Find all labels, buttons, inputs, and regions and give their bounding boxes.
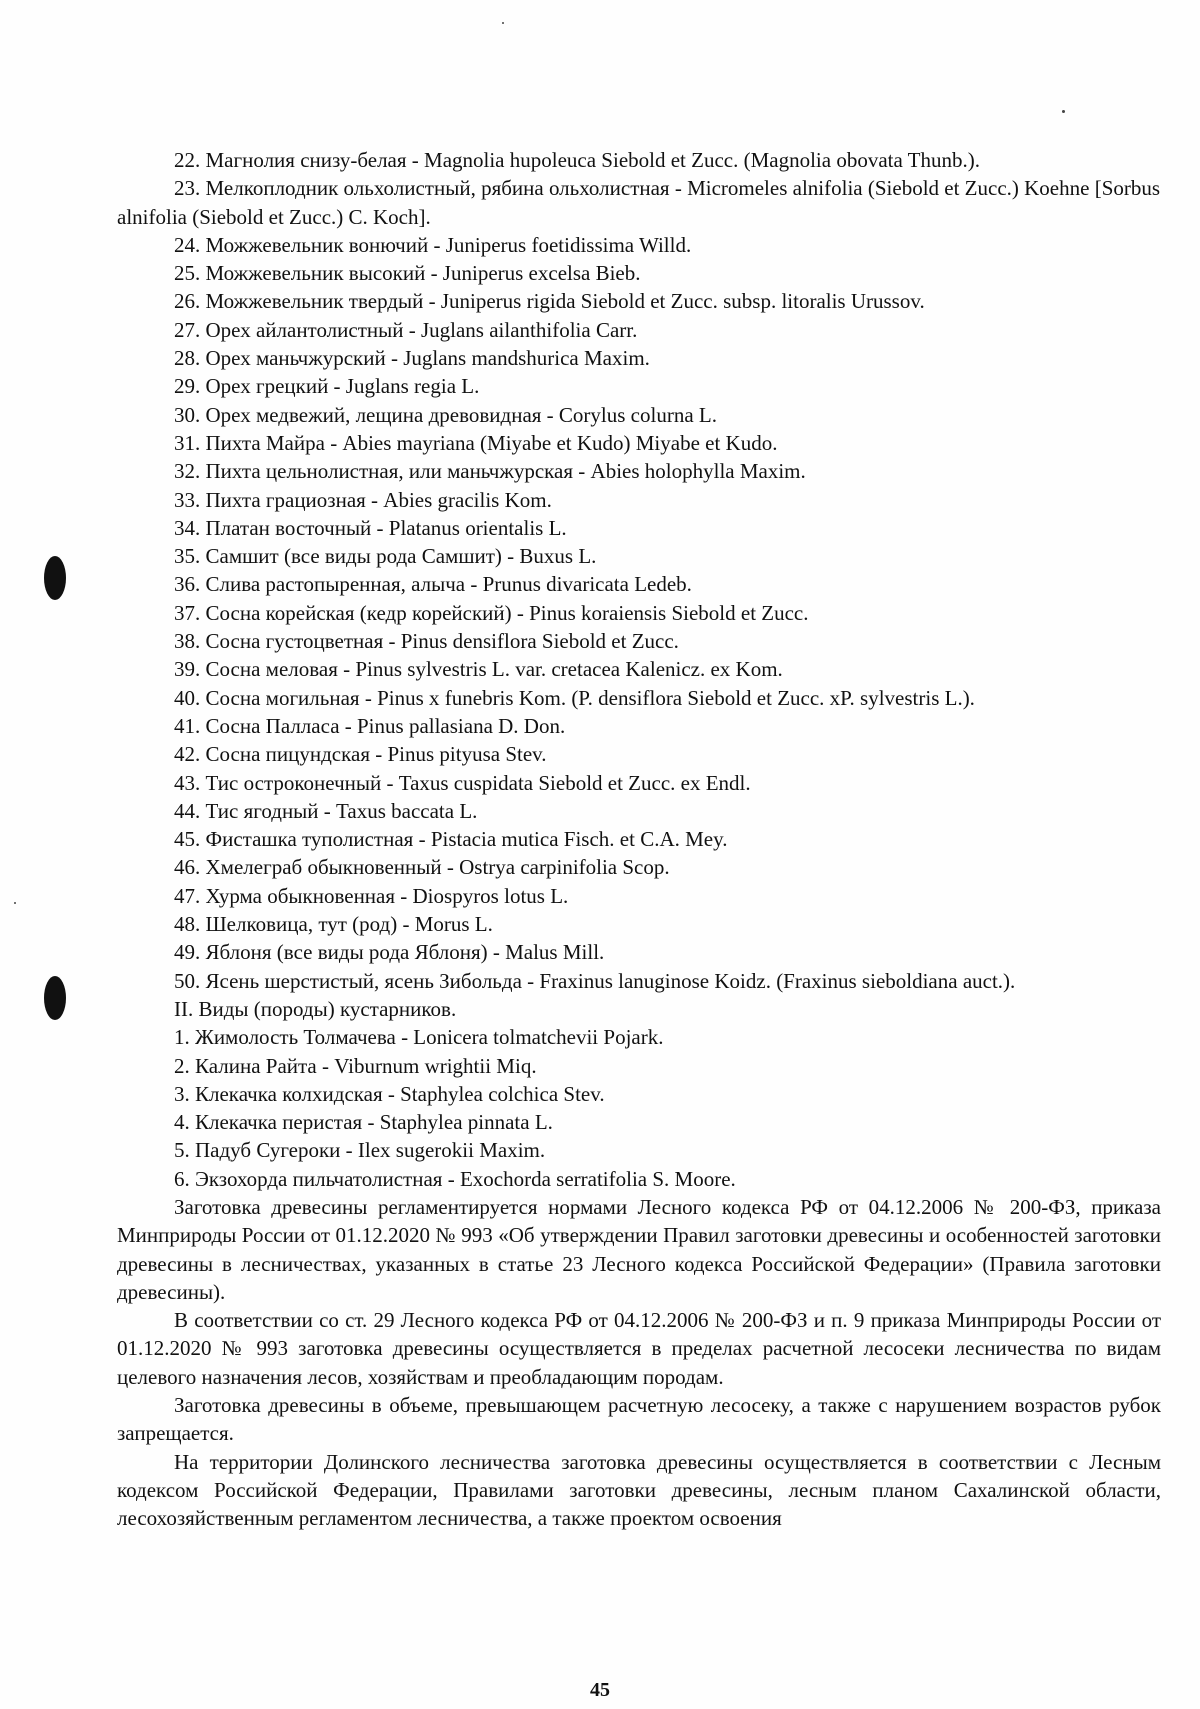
shrub-list-item: 6. Экзохорда пильчатолистная - Exochorda serratifolia S. Moore. <box>174 1166 736 1191</box>
list-item: 39. Сосна меловая - Pinus sylvestris L. var. cretacea Kalenicz. ex Kom. <box>174 657 783 682</box>
punch-hole-bottom <box>44 976 66 1020</box>
list-item: 28. Орех маньчжурский - Juglans mandshurica Maxim. <box>174 346 650 371</box>
list-item: 36. Слива растопыренная, алыча - Prunus divaricata Ledeb. <box>174 572 692 597</box>
list-item: 45. Фисташка туполистная - Pistacia mutica Fisch. et C.A. Mey. <box>174 827 728 852</box>
list-item: 22. Магнолия снизу-белая - Magnolia hupoleuca Siebold et Zucc. (Magnolia obovata Thunb.). <box>174 148 980 172</box>
list-item: 42. Сосна пицундская - Pinus pityusa Stev. <box>174 742 547 767</box>
list-item: 38. Сосна густоцветная - Pinus densiflora Siebold et Zucc. <box>174 629 679 654</box>
list-item: 37. Сосна корейская (кедр корейский) - Pinus koraiensis Siebold et Zucc. <box>174 600 809 625</box>
shrub-list-item: 3. Клекачка колхидская - Staphylea colchica Stev. <box>174 1081 605 1106</box>
page-number: 45 <box>590 1679 610 1701</box>
list-item: 41. Сосна Палласа - Pinus pallasiana D. Don. <box>174 713 566 738</box>
scan-speck <box>14 902 16 904</box>
list-item: 25. Можжевельник высокий - Juniperus excelsa Bieb. <box>174 261 641 286</box>
list-item: 44. Тис ягодный - Taxus baccata L. <box>174 798 478 823</box>
list-item: 31. Пихта Майра - Abies mayriana (Miyabe et Kudo) Miyabe et Kudo. <box>174 430 778 455</box>
scan-speck <box>502 22 504 24</box>
body-paragraph: Заготовка древесины в объеме, превышающем расчетную лесосеку, а также с нарушением возрастов рубок запрещается. <box>117 1393 1161 1446</box>
shrub-list-item: 1. Жимолость Толмачева - Lonicera tolmatchevii Pojark. <box>174 1025 664 1050</box>
shrub-list-item: 4. Клекачка перистая - Staphylea pinnata L. <box>174 1110 553 1135</box>
body-paragraph: На территории Долинского лесничества заготовка древесины осуществляется в соответствии с Лесным кодексом Российской Федерации, Правилами заготовки древесины, лесным планом Сахалинской области, лесохозяйственным регламентом лесничества, а также проектом освоения <box>117 1449 1161 1531</box>
body-paragraph: Заготовка древесины регламентируется нормами Лесного кодекса РФ от 04.12.2006 № 200-ФЗ, приказа Минприроды России от 01.12.2020 № 993 «Об утверждении Правил заготовки древесины и особенностей заготовки древесины в лесничествах, указанных в статье 23 Лесного кодекса Российской Федерации» (Правила заготовки древесины). <box>117 1194 1161 1304</box>
list-item: 50. Ясень шерстистый, ясень Зибольда - Fraxinus lanuginose Koidz. (Fraxinus sieboldiana auct.). <box>174 968 1016 993</box>
list-item: 29. Орех грецкий - Juglans regia L. <box>174 374 480 399</box>
shrub-list-item: 2. Калина Райта - Viburnum wrightii Miq. <box>174 1053 537 1078</box>
list-item: 30. Орех медвежий, лещина древовидная - Corylus colurna L. <box>174 402 717 427</box>
list-item: 43. Тис остроконечный - Taxus cuspidata Siebold et Zucc. ex Endl. <box>174 770 751 795</box>
list-item: 48. Шелковица, тут (род) - Morus L. <box>174 912 493 937</box>
list-item: 33. Пихта грациозная - Abies gracilis Kom. <box>174 487 552 512</box>
body-paragraph: В соответствии со ст. 29 Лесного кодекса РФ от 04.12.2006 № 200-ФЗ и п. 9 приказа Минприроды России от 01.12.2020 № 993 заготовка древесины осуществляется в пределах расчетной лесосеки лесничества по видам целевого назначения лесов, хозяйствам и преобладающим породам. <box>117 1308 1161 1389</box>
list-item: 32. Пихта цельнолистная, или маньчжурская - Abies holophylla Maxim. <box>174 459 806 484</box>
list-item: 49. Яблоня (все виды рода Яблоня) - Malus Mill. <box>174 940 605 965</box>
list-item: 24. Можжевельник вонючий - Juniperus foetidissima Willd. <box>174 232 692 257</box>
list-item: 27. Орех айлантолистный - Juglans ailanthifolia Carr. <box>174 317 638 342</box>
list-item: 46. Хмелеграб обыкновенный - Ostrya carpinifolia Scop. <box>174 855 670 880</box>
list-item: 23. Мелкоплодник ольхолистный, рябина ольхолистная - Micromeles alnifolia (Siebold et Zucc.) Koehne [Sorbus alnifolia (Siebold et Zucc.) C. Koch]. <box>117 176 1161 229</box>
punch-hole-top <box>44 556 66 600</box>
list-item: 35. Самшит (все виды рода Самшит) - Buxus L. <box>174 544 597 569</box>
scan-speck <box>1062 110 1065 113</box>
list-item: 34. Платан восточный - Platanus orientalis L. <box>174 515 567 540</box>
document-body <box>117 146 1161 1533</box>
list-item: 47. Хурма обыкновенная - Diospyros lotus L. <box>174 883 569 908</box>
list-item: 26. Можжевельник твердый - Juniperus rigida Siebold et Zucc. subsp. litoralis Urussov. <box>174 289 925 314</box>
section-heading: II. Виды (породы) кустарников. <box>174 996 457 1021</box>
shrub-list-item: 5. Падуб Сугероки - Ilex sugerokii Maxim. <box>174 1138 546 1163</box>
list-item: 40. Сосна могильная - Pinus x funebris Kom. (P. densiflora Siebold et Zucc. xP. sylvestris L.). <box>174 685 975 710</box>
